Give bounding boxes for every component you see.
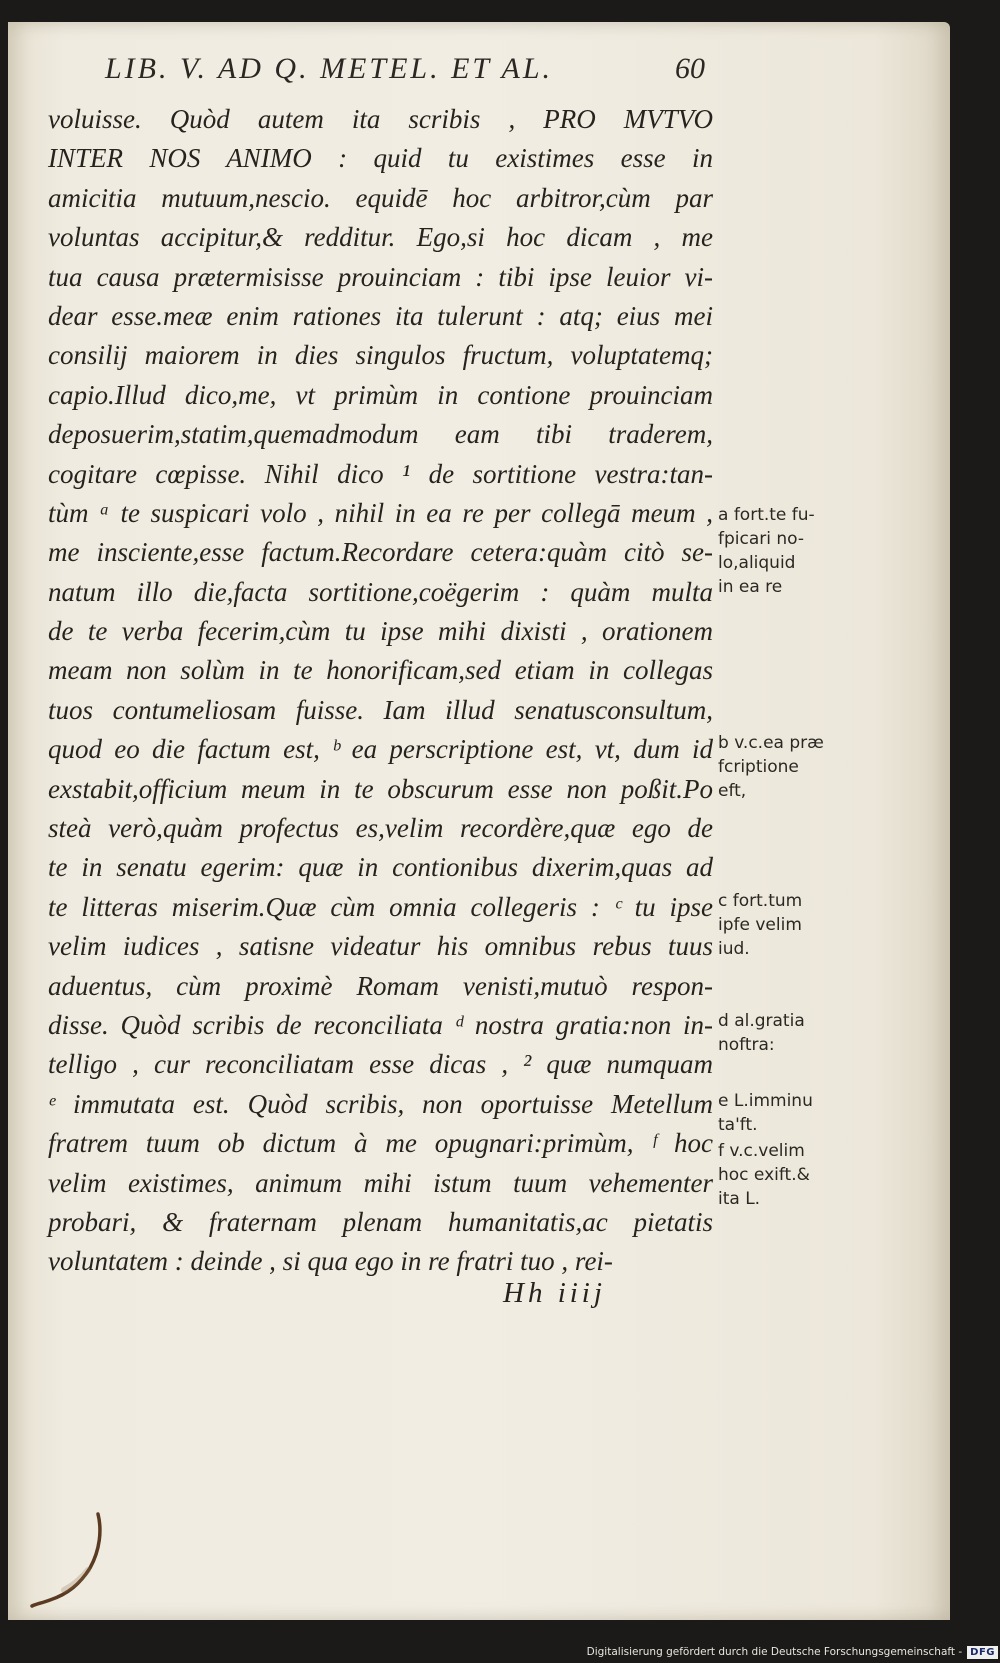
marginal-note-e <box>718 1089 868 1137</box>
note-line: ta'ft. <box>718 1115 758 1135</box>
note-line: b v.c.ea præ <box>718 733 824 753</box>
text-line: tùm ᵃ te suspicari volo , nihil in ea re per collegā meum , <box>48 497 713 528</box>
text-line: natum illo die,facta sortitione,coëgerim : quàm multa <box>48 576 713 607</box>
digitization-credit <box>586 1642 998 1662</box>
text-line: telligo , cur reconciliatam esse dicas , ² quæ numquam <box>48 1049 713 1080</box>
text-line: amicitia mutuum,nescio. equidē hoc arbitror,cùm par <box>48 182 713 213</box>
note-line: f v.c.velim <box>718 1141 805 1161</box>
credit-text: Digitalisierung gefördert durch die Deutsche Forschungsgemeinschaft - <box>586 1646 963 1658</box>
ink-stain-mark <box>28 1510 118 1620</box>
folio-number: 60 <box>675 52 705 85</box>
text-line: ᵉ immutata est. Quòd scribis, non oportuisse Metellum <box>48 1088 713 1119</box>
text-line: quod eo die factum est, ᵇ ea perscriptione est, vt, dum id <box>48 734 713 765</box>
note-line: ipfe velim <box>718 915 802 935</box>
marginal-note-d <box>718 1009 868 1057</box>
text-line: voluntas accipitur,& redditur. Ego,si hoc dicam , me <box>48 222 713 253</box>
text-line: disse. Quòd scribis de reconciliata ᵈ nostra gratia:non in- <box>48 1009 713 1040</box>
main-text-block <box>48 100 713 1282</box>
text-line: cogitare cœpisse. Nihil dico ¹ de sortitione vestra:tan- <box>48 458 713 489</box>
note-line: eft, <box>718 781 747 801</box>
marginal-note-b <box>718 731 868 803</box>
dfg-logo: DFG <box>967 1646 998 1659</box>
text-line: te in senatu egerim: quæ in contionibus dixerim,quas ad <box>48 852 713 883</box>
text-line: deposuerim,statim,quemadmodum eam tibi traderem, <box>48 419 713 450</box>
text-line: velim iudices , satisne videatur his omnibus rebus tuus <box>48 931 713 962</box>
running-header <box>105 52 705 96</box>
marginal-note-c <box>718 889 868 961</box>
note-line: c fort.tum <box>718 891 803 911</box>
text-line: voluntatem : deinde , si qua ego in re fratri tuo , rei- <box>48 1246 613 1277</box>
text-line: exstabit,officium meum in te obscurum esse non poßit.Po <box>48 773 713 804</box>
signature-mark: Hh iiij <box>503 1277 606 1309</box>
note-line: hoc exift.& <box>718 1165 810 1185</box>
text-line: consilij maiorem in dies singulos fructum, voluptatemq; <box>48 340 713 371</box>
text-line: voluisse. Quòd autem ita scribis , PRO MVTVO <box>48 104 713 134</box>
text-line: meam non solùm in te honorificam,sed etiam in collegas <box>48 655 713 686</box>
text-line: tuos contumeliosam fuisse. Iam illud senatusconsultum, <box>48 694 713 725</box>
note-line: ita L. <box>718 1189 761 1209</box>
note-line: d al.gratia <box>718 1011 805 1031</box>
note-line: e L.imminu <box>718 1091 813 1111</box>
marginal-note-a <box>718 503 868 599</box>
note-line: lo,aliquid <box>718 553 796 573</box>
text-line: capio.Illud dico,me, vt primùm in contione prouinciam <box>48 379 713 410</box>
text-line: INTER NOS ANIMO : quid tu existimes esse in <box>48 143 713 174</box>
text-line: de te verba fecerim,cùm tu ipse mihi dixisti , orationem <box>48 616 713 647</box>
text-line: aduentus, cùm proximè Romam venisti,mutuò respon- <box>48 970 713 1001</box>
text-line: tua causa prætermisisse prouinciam : tibi ipse leuior vi- <box>48 261 713 292</box>
text-line: dear esse.meæ enim rationes ita tulerunt : atq; eius mei <box>48 300 713 331</box>
note-line: iud. <box>718 939 750 959</box>
text-line: fratrem tuum ob dictum à me opugnari:primùm, ᶠ hoc <box>48 1128 713 1159</box>
running-head-title: LIB. V. AD Q. METEL. ET AL. <box>105 52 554 85</box>
note-line: fcriptione <box>718 757 799 777</box>
text-line: me insciente,esse factum.Recordare cetera:quàm citò se- <box>48 537 713 568</box>
note-line: a fort.te fu- <box>718 505 815 525</box>
note-line: fpicari no- <box>718 529 805 549</box>
text-line: te litteras miserim.Quæ cùm omnia collegeris : ᶜ tu ipse <box>48 891 713 922</box>
marginal-note-f <box>718 1139 868 1211</box>
text-line: steà verò,quàm profectus es,velim recordère,quæ ego de <box>48 813 713 844</box>
note-line: in ea re <box>718 577 783 597</box>
text-line: velim existimes, animum mihi istum tuum vehementer <box>48 1167 713 1198</box>
note-line: noftra: <box>718 1035 775 1055</box>
text-line: probari, & fraternam plenam humanitatis,ac pietatis <box>48 1206 713 1237</box>
